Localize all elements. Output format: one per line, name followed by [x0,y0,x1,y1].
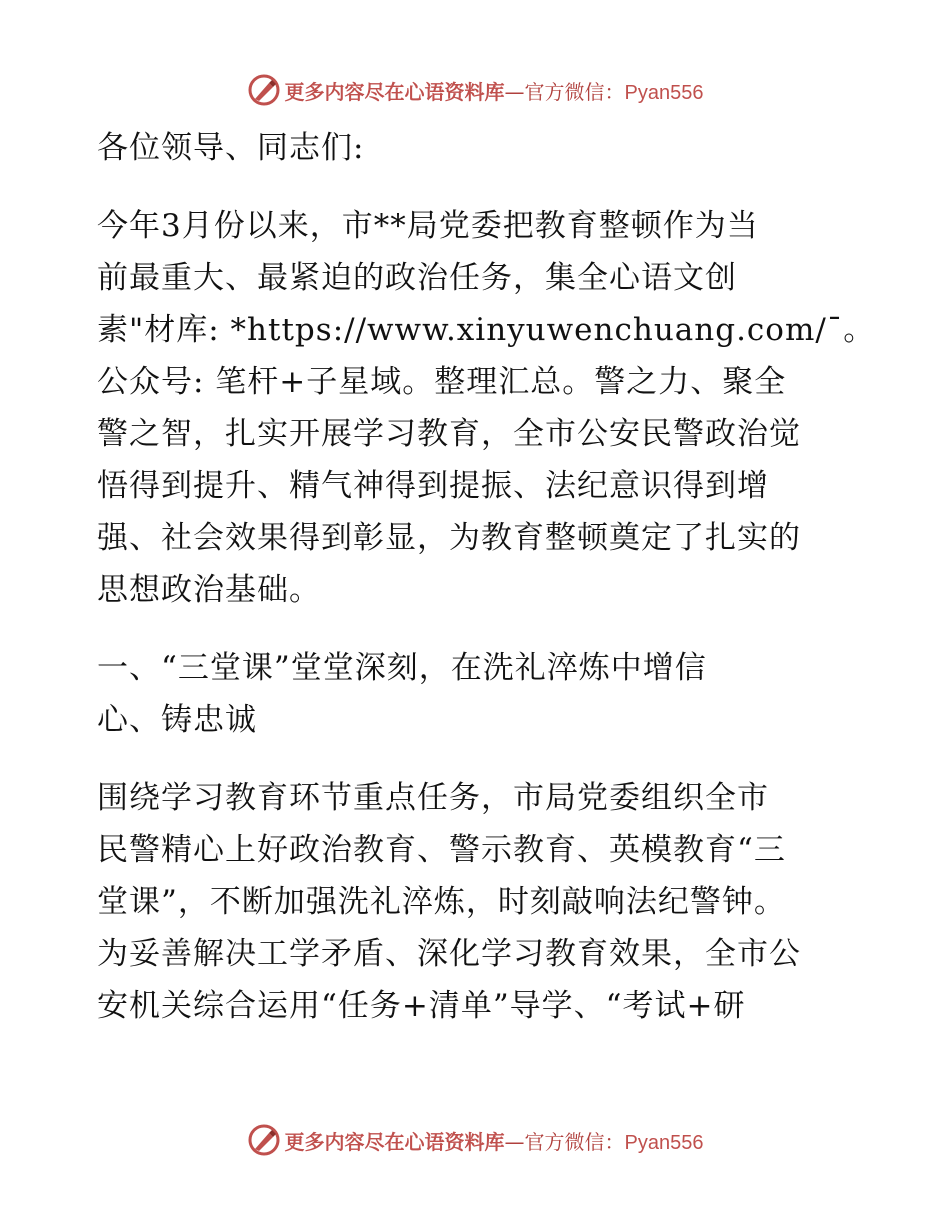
banner-handle-text: Pyan556 [624,1131,704,1154]
heading-line: 心、铸忠诚 [97,702,257,738]
text-line: 强、社会效果得到彰显，为教育整顿奠定了扎实的 [97,520,801,556]
text-line: 前最重大、最紧迫的政治任务，集全心语文创 [97,260,737,296]
text-line: 今年3月份以来，市**局党委把教育整顿作为当 [97,208,759,244]
text-line: 思想政治基础。 [97,572,321,608]
banner-handle-text: Pyan556 [624,81,704,104]
banner-text [285,76,704,105]
banner-sub-text: —官方微信： [504,1129,625,1154]
banner-text [285,1126,704,1155]
text-line: 公众号: 笔杆+子星域。整理汇总。警之力、聚全 [97,364,787,400]
text-line: 悟得到提升、精气神得到提振、法纪意识得到增 [97,468,769,504]
text-line: 素"材库: *https://www.xinyuwenchuang.com/¯。 [97,312,876,348]
heading-line: 一、“三堂课”堂堂深刻，在洗礼淬炼中增信 [97,650,707,686]
banner-sub-text: —官方微信： [504,79,625,104]
document-body [97,122,876,1032]
header-banner [0,70,950,110]
section-heading-1 [97,642,857,746]
text-line: 民警精心上好政治教育、警示教育、英模教育“三 [97,832,786,868]
text-line: 围绕学习教育环节重点任务，市局党委组织全市 [97,780,769,816]
pen-logo-icon [247,73,281,107]
text-line: 堂课”，不断加强洗礼淬炼，时刻敲响法纪警钟。 [97,884,786,920]
text-line: 警之智，扎实开展学习教育，全市公安民警政治觉 [97,416,801,452]
banner-main-text: 更多内容尽在心语资料库 [284,1129,505,1154]
pen-logo-icon [247,1123,281,1157]
text-line: 为妥善解决工学矛盾、深化学习教育效果，全市公 [97,936,801,972]
paragraph-section-1 [97,772,857,1032]
greeting: 各位领导、同志们: [97,130,365,166]
paragraph-intro [97,200,876,616]
banner-main-text: 更多内容尽在心语资料库 [284,79,505,104]
text-line: 安机关综合运用“任务+清单”导学、“考试+研 [97,988,746,1024]
footer-banner [0,1120,950,1160]
